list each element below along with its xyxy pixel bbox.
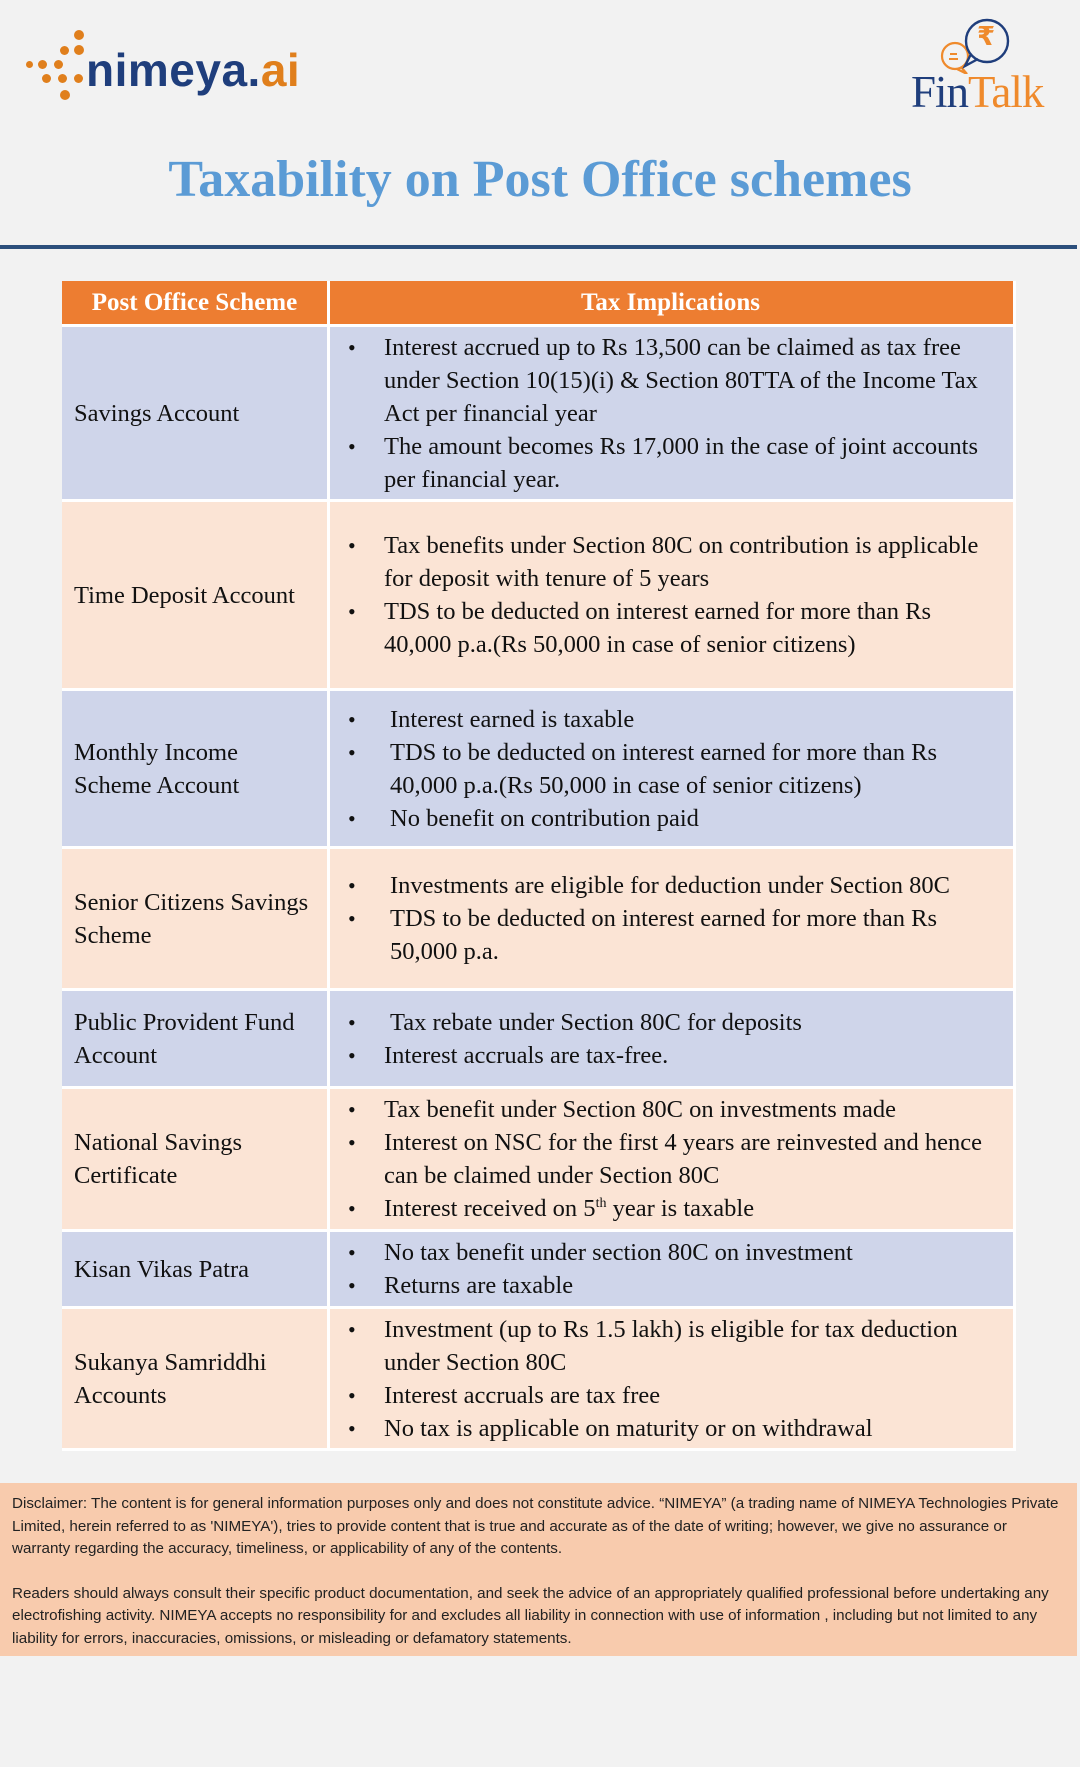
tax-implications (330, 1232, 1016, 1309)
implication-item: • Interest earned is taxable (340, 703, 1001, 736)
nimeya-wordmark-ai: ai (260, 44, 301, 96)
scheme-name: National Savings Certificate (62, 1089, 330, 1232)
implication-item (340, 1192, 1001, 1225)
implication-item: • No tax is applicable on maturity or on withdrawal (340, 1412, 1001, 1445)
nimeya-logo (26, 28, 300, 108)
page-title: Taxability on Post Office schemes (168, 151, 912, 208)
fintalk-logo (905, 14, 1065, 117)
table-row (62, 691, 1016, 849)
disclaimer-paragraph: Disclaimer: The content is for general information purposes only and does not constitute advice. “NIMEYA” (a trading name of NIMEYA Technologies Private Limited, herein referred to as 'NIMEYA'), tries to provide content that is true and accurate as of the date of writing; however, we give no assurance or warranty regarding the accuracy, timeliness, or applicability of any of the contents. (12, 1495, 1059, 1557)
scheme-name: Public Provident Fund Account (62, 991, 330, 1089)
implication-item: • Interest accrued up to Rs 13,500 can be claimed as tax free under Section 10(15)(i) & Section 80TTA of the Income Tax Act per financial year (340, 331, 1001, 430)
nimeya-wordmark (86, 43, 300, 97)
nimeya-wordmark-main: nimeya. (86, 44, 261, 96)
table-header-row (62, 281, 1016, 327)
table-row (62, 327, 1016, 502)
implication-item: • Tax rebate under Section 80C for deposits (340, 1006, 1001, 1039)
scheme-name: Monthly Income Scheme Account (62, 691, 330, 849)
scheme-name: Time Deposit Account (62, 502, 330, 691)
implication-item: • Interest accruals are tax-free. (340, 1039, 1001, 1072)
implication-item: • No benefit on contribution paid (340, 802, 1001, 835)
table-row (62, 991, 1016, 1089)
implication-item: • Interest on NSC for the first 4 years are reinvested and hence can be claimed under Section 80C (340, 1126, 1001, 1192)
tax-table (62, 281, 1016, 1451)
implication-item: • TDS to be deducted on interest earned for more than Rs 40,000 p.a.(Rs 50,000 in case of senior citizens) (340, 595, 1001, 661)
table-row (62, 1309, 1016, 1451)
tax-implications (330, 1089, 1016, 1232)
title-divider (0, 245, 1077, 249)
fintalk-wordmark-talk: Talk (968, 67, 1044, 117)
implication-item: • Returns are taxable (340, 1269, 1001, 1302)
table-row (62, 1089, 1016, 1232)
implication-item: • Tax benefit under Section 80C on investments made (340, 1093, 1001, 1126)
tax-implications (330, 991, 1016, 1089)
nimeya-dots-icon (26, 28, 88, 108)
implication-text: Interest received on 5 (384, 1195, 596, 1222)
implication-item: • TDS to be deducted on interest earned for more than Rs 40,000 p.a.(Rs 50,000 in case of senior citizens) (340, 736, 1001, 802)
implication-item: • Interest accruals are tax free (340, 1379, 1001, 1412)
disclaimer-paragraph: Readers should always consult their specific product documentation, and seek the advice of an appropriately qualified professional before undertaking any electrofishing activity. NIMEYA accepts no responsibility for and excludes all liability in connection with use of information , including but not limited to any liability for errors, inaccuracies, omissions, or misleading or defamatory statements. (12, 1584, 1049, 1647)
tax-implications (330, 691, 1016, 849)
scheme-name: Senior Citizens Savings Scheme (62, 849, 330, 991)
table-row (62, 849, 1016, 991)
tax-implications (330, 849, 1016, 991)
fintalk-wordmark (911, 66, 1043, 118)
implication-item: • Tax benefits under Section 80C on contribution is applicable for deposit with tenure of 5 years (340, 529, 1001, 595)
scheme-name: Kisan Vikas Patra (62, 1232, 330, 1309)
implication-item: • The amount becomes Rs 17,000 in the case of joint accounts per financial year. (340, 430, 1001, 496)
tax-implications (330, 1309, 1016, 1451)
tax-implications (330, 502, 1016, 691)
scheme-name: Sukanya Samriddhi Accounts (62, 1309, 330, 1451)
column-header-scheme: Post Office Scheme (62, 281, 330, 327)
disclaimer-box (0, 1483, 1077, 1656)
implication-item: • No tax benefit under section 80C on investment (340, 1236, 1001, 1269)
rupee-icon: ₹ (977, 22, 996, 52)
tax-implications (330, 327, 1016, 502)
table-row (62, 1232, 1016, 1309)
implication-item: • TDS to be deducted on interest earned for more than Rs 50,000 p.a. (340, 902, 1001, 968)
implication-item: • Investments are eligible for deduction under Section 80C (340, 869, 1001, 902)
scheme-name: Savings Account (62, 327, 330, 502)
fintalk-wordmark-fin: Fin (911, 67, 969, 117)
implication-text: year is taxable (606, 1195, 755, 1222)
implication-item: • Investment (up to Rs 1.5 lakh) is eligible for tax deduction under Section 80C (340, 1313, 1001, 1379)
column-header-implications: Tax Implications (330, 281, 1016, 327)
ordinal-superscript: th (595, 1195, 607, 1211)
table-row (62, 502, 1016, 691)
